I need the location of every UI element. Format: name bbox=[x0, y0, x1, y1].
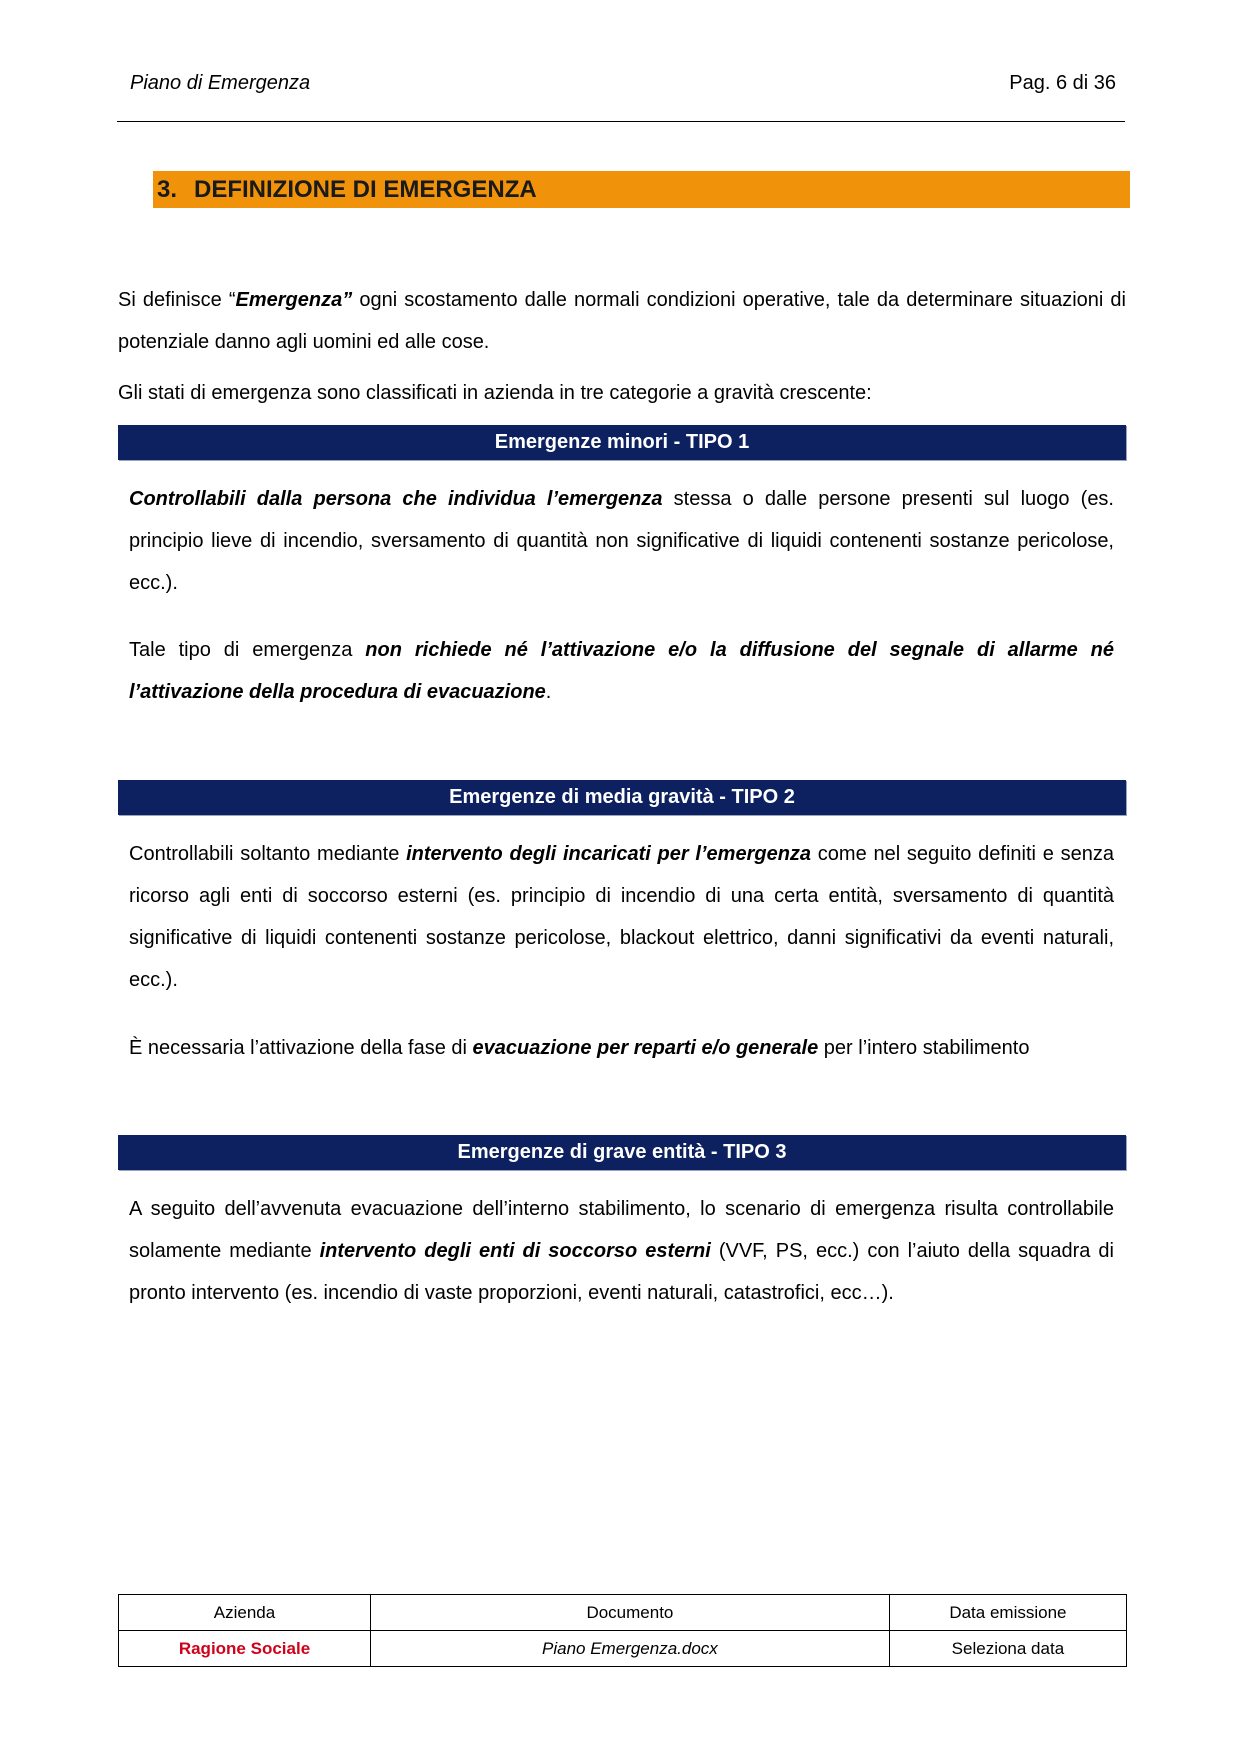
tipo1-heading: Emergenze minori - TIPO 1 bbox=[118, 425, 1126, 460]
tipo3-description: A seguito dell’avvenuta evacuazione dell’interno stabilimento, lo scenario di emergenza risulta controllabile solamente mediante intervento degli enti di soccorso esterni (VVF, PS, ecc.) con l’aiuto della squadra di pronto intervento (es. incendio di vaste proporzioni, eventi naturali, catastrofici, ecc…). bbox=[129, 1198, 1114, 1304]
page-number: Pag. 6 di 36 bbox=[1009, 72, 1116, 94]
tipo3-heading: Emergenze di grave entità - TIPO 3 bbox=[118, 1135, 1126, 1170]
tipo1-description: Controllabili dalla persona che individua l’emergenza stessa o dalle persone presenti sul luogo (es. principio lieve di incendio, sversamento di quantità non significative di liquidi contenenti sostanze pericolose, ecc.). bbox=[129, 488, 1114, 594]
classification-intro: Gli stati di emergenza sono classificati in azienda in tre categorie a gravità crescente: bbox=[118, 382, 872, 404]
section-number: 3. bbox=[157, 176, 178, 203]
tipo1-note: Tale tipo di emergenza non richiede né l’attivazione e/o la diffusione del segnale di allarme né l’attivazione della procedura di evacuazione. bbox=[129, 639, 1114, 703]
header-divider bbox=[117, 121, 1125, 122]
intro-paragraph: Si definisce “Emergenza” ogni scostamento dalle normali condizioni operative, tale da determinare situazioni di potenziale danno agli uomini ed alle cose. bbox=[118, 289, 1126, 353]
tipo2-description: Controllabili soltanto mediante intervento degli incaricati per l’emergenza come nel seguito definiti e senza ricorso agli enti di soccorso esterni (es. principio di incendio di una certa entità, sversamento di quantità significative di liquidi contenenti sostanze pericolose, blackout elettrico, danni significativi da eventi naturali, ecc.). bbox=[129, 843, 1114, 991]
footer-documento-header: Documento bbox=[370, 1595, 889, 1631]
section-heading bbox=[153, 171, 1130, 208]
footer-azienda-value: Ragione Sociale bbox=[119, 1631, 371, 1667]
footer-table bbox=[118, 1594, 1127, 1667]
tipo2-heading: Emergenze di media gravità - TIPO 2 bbox=[118, 780, 1126, 815]
footer-documento-value: Piano Emergenza.docx bbox=[370, 1631, 889, 1667]
footer-data-value[interactable]: Seleziona data bbox=[889, 1631, 1126, 1667]
footer-azienda-header: Azienda bbox=[119, 1595, 371, 1631]
tipo2-note: È necessaria l’attivazione della fase di evacuazione per reparti e/o generale per l’intero stabilimento bbox=[129, 1037, 1030, 1059]
footer-header-row bbox=[119, 1595, 1127, 1631]
emergenza-term: Emergenza” bbox=[235, 289, 353, 311]
page-header bbox=[130, 72, 1120, 98]
footer-value-row bbox=[119, 1631, 1127, 1667]
section-title: DEFINIZIONE DI EMERGENZA bbox=[194, 176, 537, 203]
footer-data-header: Data emissione bbox=[889, 1595, 1126, 1631]
document-title: Piano di Emergenza bbox=[130, 72, 311, 94]
